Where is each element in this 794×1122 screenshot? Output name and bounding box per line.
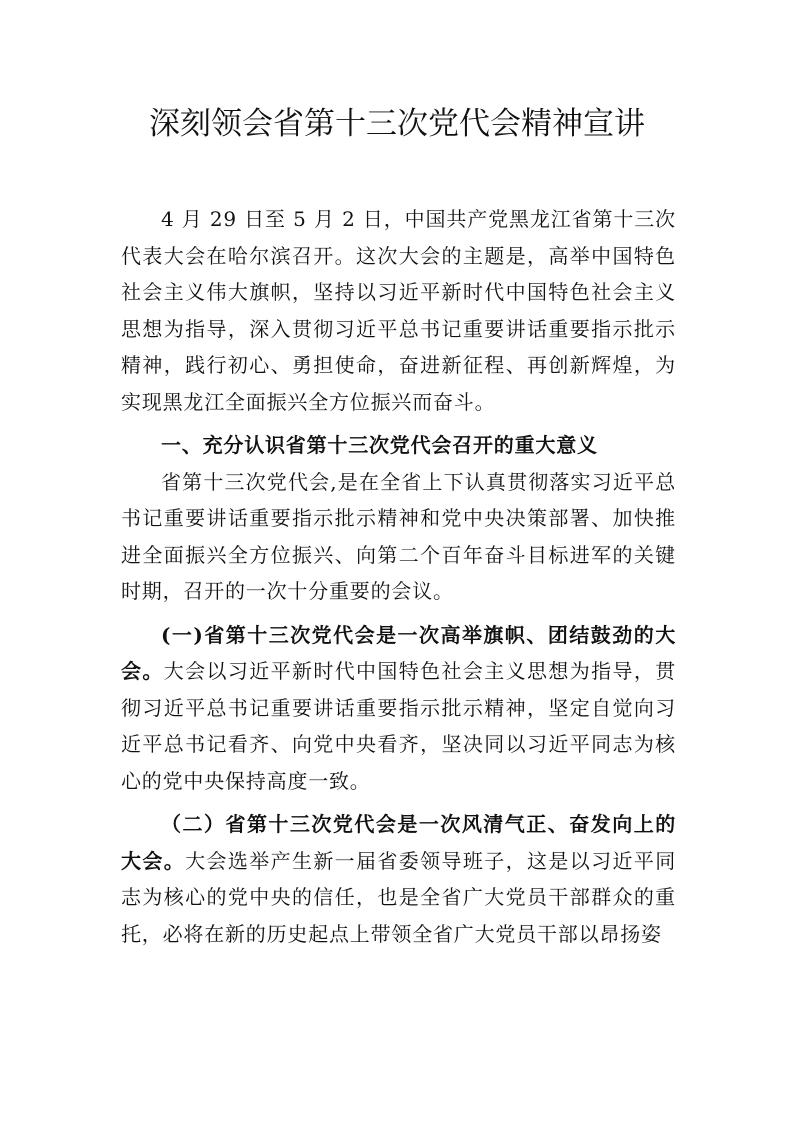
page-title: 深刻领会省第十三次党代会精神宣讲 [149, 106, 645, 142]
point-2-paragraph [121, 806, 676, 952]
section-1-paragraph: 省第十三次党代会,是在全省上下认真贯彻落实习近平总书记重要讲话重要指示批示精神和党中央决策部署、加快推进全面振兴全方位振兴、向第二个百年奋斗目标进军的关键时期，召开的一次十分重要的会议。 [121, 469, 676, 603]
intro-paragraph: 4 月 29 日至 5 月 2 日，中国共产党黑龙江省第十三次代表大会在哈尔滨召开。这次大会的主题是，高举中国特色社会主义伟大旗帜，坚持以习近平新时代中国特色社会主义思想为指导，深入贯彻习近平总书记重要讲话重要指示批示精神，践行初心、勇担使命，奋进新征程、再创新辉煌，为实现黑龙江全面振兴全方位振兴而奋斗。 [121, 207, 676, 414]
point-2-text: 大会选举产生新一届省委领导班子，这是以习近平同志为核心的党中央的信任，也是全省广大党员干部群众的重托，必将在新的历史起点上带领全省广大党员干部以昂扬姿 [121, 848, 676, 946]
point-1-paragraph [121, 617, 676, 800]
document-body [121, 201, 676, 952]
point-1-text: 大会以习近平新时代中国特色社会主义思想为指导，贯彻习近平总书记重要讲话重要指示批示精神，坚定自觉向习近平总书记看齐、向党中央看齐，坚决同以习近平同志为核心的党中央保持高度一致。 [121, 659, 677, 793]
point-2-lead: （二）省第十三次党代会是一次风清气正、奋发向上的大会。 [121, 812, 676, 873]
point-1-lead: (一)省第十三次党代会是一次高举旗帜、团结鼓劲的大会。 [121, 622, 676, 683]
section-heading-1: 一、充分认识省第十三次党代会召开的重大意义 [161, 433, 598, 457]
